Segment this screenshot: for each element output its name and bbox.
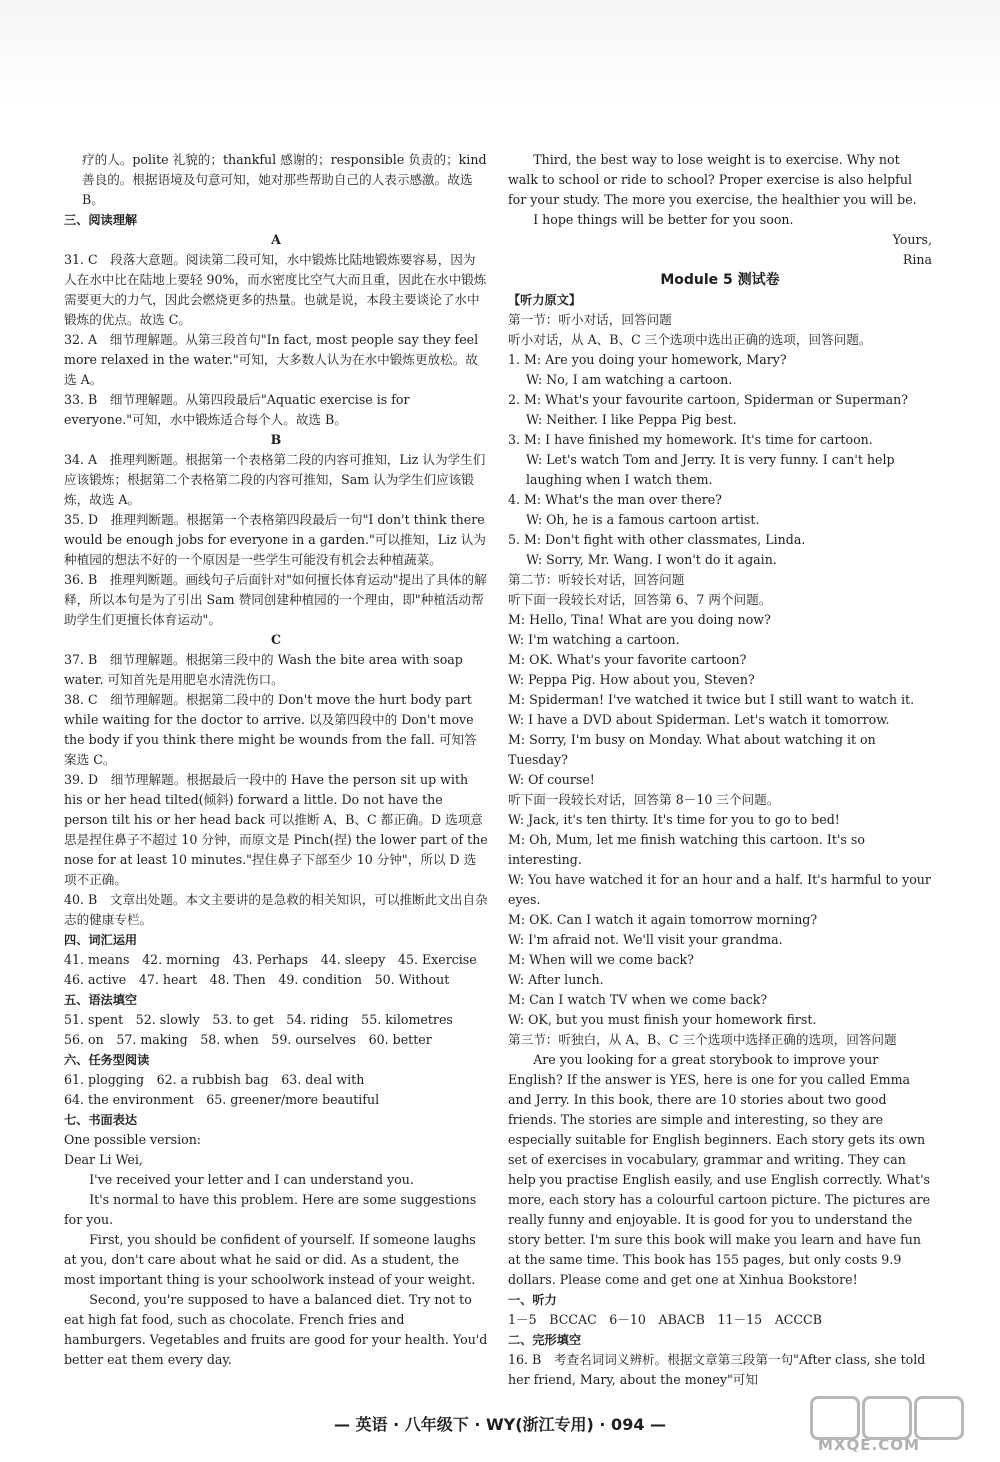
right-column-paragraph: 第二节：听较长对话，回答问题 [508, 572, 685, 587]
right-column-paragraph: 16. B 考查名词词义辨析。根据文章第三段第一句"After class, she told her friend, Mary, about the money"可知 [508, 1352, 926, 1387]
right-column-paragraph: W: I'm watching a cartoon. [508, 632, 680, 647]
left-column-paragraph: 六、任务型阅读 [64, 1053, 150, 1067]
right-column-paragraph: 4. M: What's the man over there? [508, 492, 722, 507]
left-column-paragraph: 56. on 57. making 58. when 59. ourselves 60. better [64, 1032, 432, 1047]
left-column-paragraph: 32. A 细节理解题。从第三段首句"In fact, most people say they feel more relaxed in the water."可知，大多数人认为在水中锻炼更放松。故选 A。 [64, 332, 479, 387]
right-column-paragraph: 第一节：听小对话，回答问题 [508, 312, 672, 327]
right-column-paragraph: W: Of course! [508, 772, 595, 787]
right-column-paragraph: W: Let's watch Tom and Jerry. It is very funny. I can't help laughing when I watch them. [526, 452, 895, 487]
left-column-paragraph: 46. active 47. heart 48. Then 49. condition 50. Without [64, 972, 450, 987]
right-column-paragraph: W: Jack, it's ten thirty. It's time for you to go to bed! [508, 812, 840, 827]
left-column-paragraph: B [270, 432, 282, 447]
watermark-logo [790, 1396, 990, 1454]
left-column-paragraph: It's normal to have this problem. Here are some suggestions for you. [64, 1192, 477, 1227]
page-footer: — 英语 · 八年级下 · WY(浙江专用) · 094 — [333, 1415, 667, 1434]
watermark-box-icon [914, 1396, 964, 1440]
right-column-paragraph: Third, the best way to lose weight is to exercise. Why not walk to school or ride to school? Proper exercise is also helpful for your study. The more you exercise, the healthier you will be. [508, 152, 917, 207]
right-column-paragraph: Rina [902, 252, 932, 267]
right-column-paragraph: 3. M: I have finished my homework. It's time for cartoon. [508, 432, 873, 447]
right-column-paragraph: M: Sorry, I'm busy on Monday. What about watching it on Tuesday? [508, 732, 876, 767]
left-column-paragraph: 38. C 细节理解题。根据第二段中的 Don't move the hurt body part while waiting for the doctor to arrive. 以及第四段中的 Don't move the body if you think there might be wounds from the fall. 可知答案选 C。 [64, 692, 477, 767]
left-column-paragraph: 36. B 推理判断题。画线句子后面针对"如何擅长体育运动"提出了具体的解释，所以本句是为了引出 Sam 赞同创建种植园的一个理由，即"种植活动帮助学生们更擅长体育运动"。 [64, 572, 487, 627]
left-column-paragraph: First, you should be confident of yourself. If someone laughs at you, don't care about what he said or did. As a student, the most important thing is your schoolwork instead of your weight. [64, 1232, 476, 1287]
left-column-paragraph: 四、词汇运用 [64, 933, 138, 947]
left-column-paragraph: 61. plogging 62. a rubbish bag 63. deal with [64, 1072, 365, 1087]
right-column-paragraph: W: Oh, he is a famous cartoon artist. [526, 512, 760, 527]
left-column-paragraph: 64. the environment 65. greener/more beautiful [64, 1092, 380, 1107]
right-column-paragraph: M: OK. Can I watch it again tomorrow morning? [508, 912, 818, 927]
right-column-paragraph: 听小对话，从 A、B、C 三个选项中选出正确的选项，回答问题。 [508, 332, 872, 347]
right-column-paragraph: M: Oh, Mum, let me finish watching this cartoon. It's so interesting. [508, 832, 865, 867]
left-column [64, 150, 488, 1370]
left-column-paragraph: 41. means 42. morning 43. Perhaps 44. sleepy 45. Exercise [64, 952, 477, 967]
right-column-paragraph: M: Hello, Tina! What are you doing now? [508, 612, 771, 627]
right-column-paragraph: W: Sorry, Mr. Wang. I won't do it again. [526, 552, 777, 567]
left-column-paragraph: Dear Li Wei, [64, 1152, 143, 1167]
right-column-paragraph: W: I'm afraid not. We'll visit your grandma. [508, 932, 783, 947]
watermark-text: MXQE.COM [818, 1436, 920, 1454]
left-column-paragraph: 五、语法填空 [64, 993, 138, 1007]
right-column-paragraph: M: Spiderman! I've watched it twice but I still want to watch it. [508, 692, 915, 707]
right-column-paragraph: W: OK, but you must finish your homework first. [508, 1012, 817, 1027]
right-column-paragraph: 1－5 BCCAC 6－10 ABACB 11－15 ACCCB [508, 1312, 822, 1327]
right-column-paragraph: 1. M: Are you doing your homework, Mary? [508, 352, 787, 367]
right-column-paragraph: M: When will we come back? [508, 952, 694, 967]
left-column-paragraph: 三、阅读理解 [64, 213, 138, 227]
right-column [508, 150, 932, 1390]
left-column-paragraph: C [270, 632, 282, 647]
right-column-paragraph: 5. M: Don't fight with other classmates, Linda. [508, 532, 806, 547]
right-column-paragraph: W: I have a DVD about Spiderman. Let's watch it tomorrow. [508, 712, 890, 727]
right-column-paragraph: 【听力原文】 [508, 293, 582, 307]
watermark-box-icon [810, 1396, 860, 1440]
right-column-paragraph: 一、听力 [508, 1293, 557, 1307]
right-column-paragraph: 二、完形填空 [508, 1333, 582, 1347]
right-column-paragraph: M: OK. What's your favorite cartoon? [508, 652, 747, 667]
right-column-paragraph: M: Can I watch TV when we come back? [508, 992, 768, 1007]
right-column-paragraph: W: You have watched it for an hour and a half. It's harmful to your eyes. [508, 872, 931, 907]
left-column-paragraph: 疗的人。polite 礼貌的；thankful 感谢的；responsible 负责的；kind 善良的。根据语境及句意可知，她对那些帮助自己的人表示感激。故选 B。 [82, 152, 487, 207]
left-column-paragraph: 37. B 细节理解题。根据第三段中的 Wash the bite area with soap water. 可知首先是用肥皂水清洗伤口。 [64, 652, 463, 687]
left-column-paragraph: A [271, 232, 281, 247]
right-column-paragraph: 第三节：听独白，从 A、B、C 三个选项中选择正确的选项，回答问题 [508, 1032, 897, 1047]
right-column-paragraph: W: Peppa Pig. How about you, Steven? [508, 672, 755, 687]
right-column-paragraph: Are you looking for a great storybook to improve your English? If the answer is YES, here is one for you called Emma and Jerry. In this book, there are 10 stories about two good friends. The stories are simple and interesting, so they are especially suitable for English beginners. Each story gets its own set of exercises in vocabulary, grammar and writing. They can help you practise English easily, and use English correctly. What's more, each story has a colourful cartoon picture. The pictures are really funny and enjoyable. It is good for you to understand the story better. I'm sure this book will make you learn and have fun at the same time. This book has 155 pages, but only costs 9.9 dollars. Please come and get one at Xinhua Bookstore! [508, 1052, 931, 1287]
left-column-paragraph: 51. spent 52. slowly 53. to get 54. riding 55. kilometres [64, 1012, 453, 1027]
left-column-paragraph: 33. B 细节理解题。从第四段最后"Aquatic exercise is for everyone."可知，水中锻炼适合每个人。故选 B。 [64, 392, 410, 427]
left-column-paragraph: 40. B 文章出处题。本文主要讲的是急救的相关知识，可以推断此文出自杂志的健康专栏。 [64, 892, 488, 927]
left-column-paragraph: 34. A 推理判断题。根据第一个表格第二段的内容可推知，Liz 认为学生们应该锻炼；根据第二个表格第二段的内容可推知，Sam 认为学生们应该锻炼，故选 A。 [64, 452, 486, 507]
right-column-paragraph: 听下面一段较长对话，回答第 8－10 三个问题。 [508, 792, 780, 807]
left-column-paragraph: 七、书面表达 [64, 1113, 138, 1127]
left-column-paragraph: One possible version: [64, 1132, 202, 1147]
left-column-paragraph: I've received your letter and I can understand you. [89, 1172, 414, 1187]
right-column-paragraph: I hope things will be better for you soon. [533, 212, 794, 227]
right-column-paragraph: Module 5 测试卷 [660, 272, 780, 288]
right-column-paragraph: W: Neither. I like Peppa Pig best. [526, 412, 737, 427]
right-column-paragraph: 2. M: What's your favourite cartoon, Spiderman or Superman? [508, 392, 909, 407]
right-column-paragraph: W: After lunch. [508, 972, 604, 987]
left-column-paragraph: 31. C 段落大意题。阅读第二段可知，水中锻炼比陆地锻炼要容易，因为人在水中比在陆地上要轻 90%，而水密度比空气大而且重，因此在水中锻炼需要更大的力气，因此会燃烧更多的热量。也就是说，本段主要谈论了水中锻炼的优点。故选 C。 [64, 252, 487, 327]
left-column-paragraph: 35. D 推理判断题。根据第一个表格第四段最后一句"I don't think there would be enough jobs for everyone in a garden."可以推知，Liz 认为种植园的想法不好的一个原因是一些学生可能没有机会去种植蔬菜。 [64, 512, 486, 567]
right-column-paragraph: W: No, I am watching a cartoon. [526, 372, 733, 387]
left-column-paragraph: 39. D 细节理解题。根据最后一段中的 Have the person sit up with his or her head tilted(倾斜) forward a little. Do not have the person tilt his or her head back 可以推断 A、B、C 都正确。D 选项意思是捏住鼻子不超过 10 分钟，而原文是 Pinch(捏) the lower part of the nose for at least 10 minutes."捏住鼻子下部至少 10 分钟"，所以 D 选项不正确。 [64, 772, 488, 887]
page-top-shade [0, 0, 1000, 110]
left-column-paragraph: Second, you're supposed to have a balanced diet. Try not to eat high fat food, such as chocolate. French fries and hamburgers. Vegetables and fruits are good for your health. You'd better eat them every day. [64, 1292, 488, 1367]
watermark-box-icon [862, 1396, 912, 1440]
right-column-paragraph: Yours, [892, 232, 932, 247]
right-column-paragraph: 听下面一段较长对话，回答第 6、7 两个问题。 [508, 592, 772, 607]
